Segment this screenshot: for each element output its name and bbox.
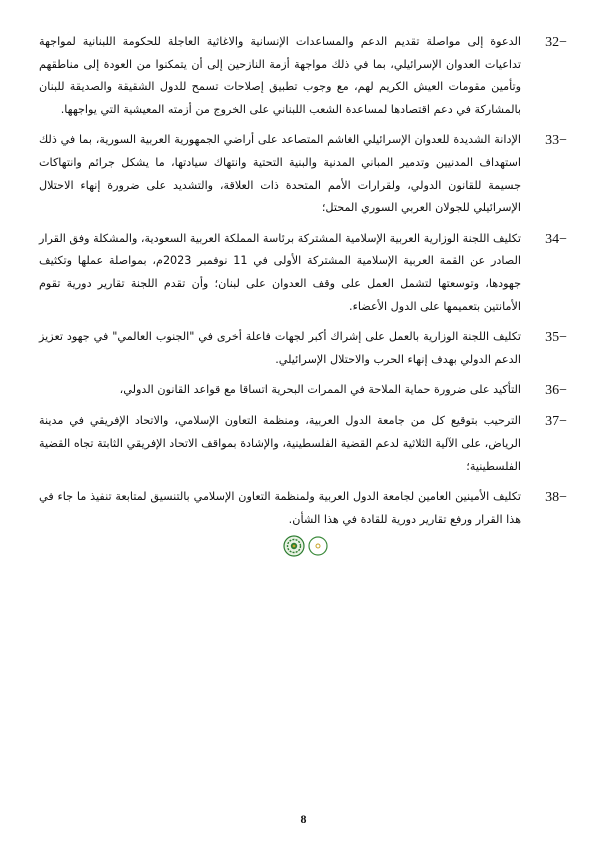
clause-33: [39, 129, 567, 219]
clause-34: [39, 228, 567, 318]
clause-text: التأكيد على ضرورة حماية الملاحة في الممرات البحرية اتساقا مع قواعد القانون الدولي،: [119, 383, 521, 397]
clause-number: 37−: [545, 414, 567, 430]
clause-38: [39, 486, 567, 531]
clause-32: [39, 31, 567, 121]
oic-emblem-icon: [308, 536, 328, 556]
clause-text: تكليف الأمينين العامين لجامعة الدول العربية ولمنظمة التعاون الإسلامي بالتنسيق لمتابعة تنفيذ ما جاء في هذا القرار ورفع تقارير دورية للقادة في هذا الشأن.: [39, 490, 521, 526]
clause-37: [39, 410, 567, 478]
clause-text: الإدانة الشديدة للعدوان الإسرائيلي الغاشم المتصاعد على أراضي الجمهورية العربية السورية، بما في ذلك استهداف المدنيين وتدمير المباني المدنية والبنية التحتية وانتهاك سيادتها، ما يشكل جرائم وانتهاكات جسيمة للقانون الدولي، ولقرارات الأمم المتحدة ذات العلاقة، والتشديد على ضرورة إنهاء الاحتلال الإسرائيلي للجولان العربي السوري المحتل؛: [39, 133, 521, 215]
page-number: 8: [300, 812, 307, 826]
clause-number: 35−: [545, 330, 567, 346]
clause-text: تكليف اللجنة الوزارية بالعمل على إشراك أكبر لجهات فاعلة أخرى في "الجنوب العالمي" في جهود تعزيز الدعم الدولي بهدف إنهاء الحرب والاحتلال الإسرائيلي.: [39, 330, 521, 366]
resolution-clauses: [39, 31, 567, 539]
clause-number: 36−: [545, 383, 567, 399]
clause-35: [39, 326, 567, 371]
arab-league-emblem-icon: [283, 535, 305, 557]
emblem-row: [283, 535, 329, 557]
clause-number: 34−: [545, 231, 567, 247]
clause-text: الترحيب بتوقيع كل من جامعة الدول العربية، ومنظمة التعاون الإسلامي، والاتحاد الإفريقي في مدينة الرياض، على الآلية الثلاثية لدعم القضية الفلسطينية، والإشادة بمواقف الاتحاد الإفريقي الثابتة تجاه القضية الفلسطينية؛: [39, 414, 521, 473]
clause-number: 33−: [545, 133, 567, 149]
clause-number: 38−: [545, 490, 567, 506]
clause-number: 32−: [545, 35, 567, 50]
clause-text: تكليف اللجنة الوزارية العربية الإسلامية المشتركة برئاسة المملكة العربية السعودية، والمشكلة وفق القرار الصادر عن القمة العربية الإسلامية المشتركة الأولى في 11 نوفمبر 2023م، بمواصلة عملها وتكثيف جهودها، وتوسعتها لتشمل العمل على وقف العدوان على لبنان؛ وأن تقدم اللجنة تقارير دورية تقوم الأمانتين بتعميمها على الدول الأعضاء.: [39, 231, 521, 313]
clause-36: [39, 379, 567, 402]
clause-text: الدعوة إلى مواصلة تقديم الدعم والمساعدات الإنسانية والاغاثية العاجلة للحكومة اللبنانية لمواجهة تداعيات العدوان الإسرائيلي، بما في ذلك مواجهة أزمة النازحين إلى أن يتمكنوا من العودة إلى مناطقهم وتأمين مقومات العيش الكريم لهم، مع وجوب تطبيق إصلاحات تسمح للدول الشقيقة والصديقة للبنان بالمشاركة في دعم اقتصادها لمساعدة الشعب اللبناني على الخروج من أزمته المعيشية التي يواجهها.: [39, 35, 521, 116]
